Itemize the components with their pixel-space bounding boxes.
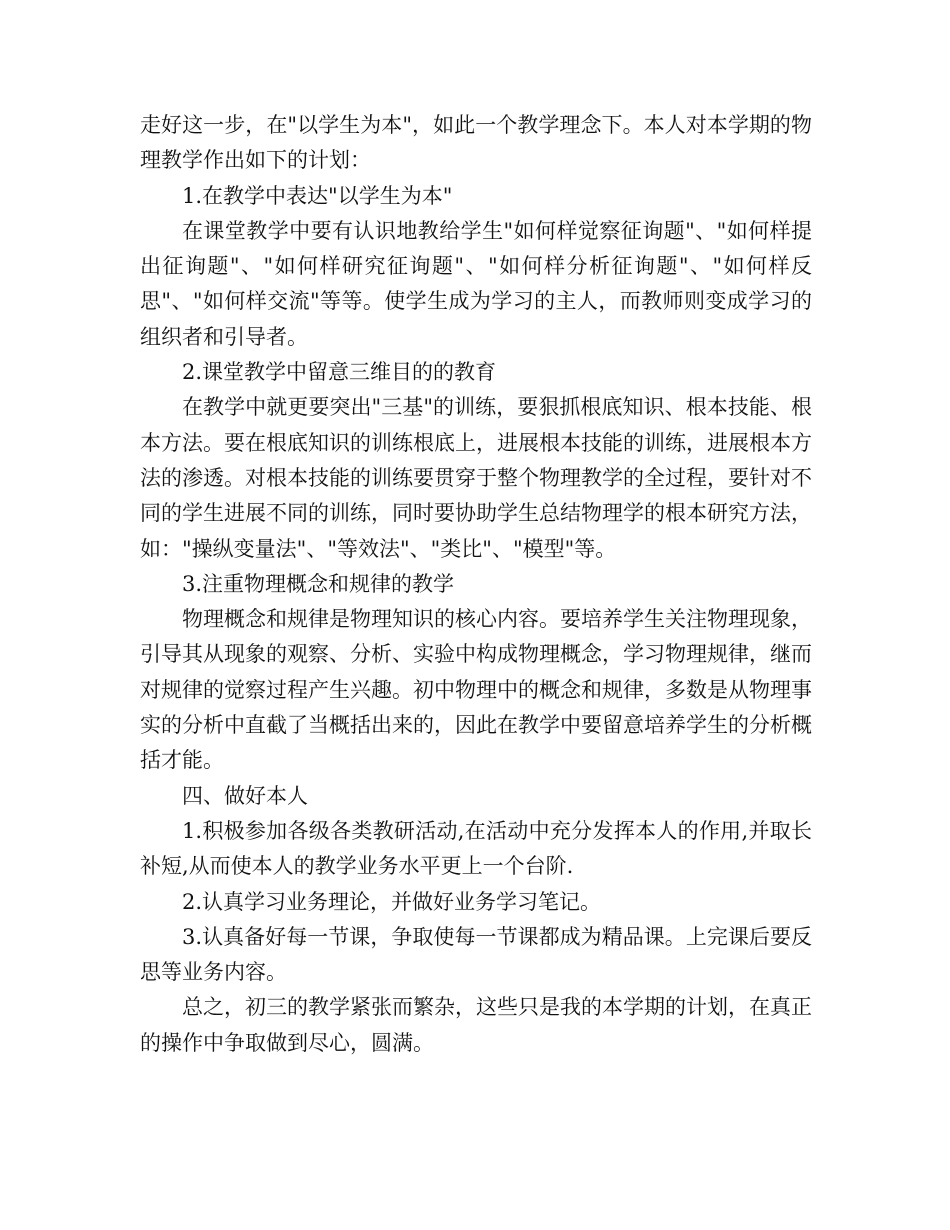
section-heading: 3.注重物理概念和规律的教学 bbox=[182, 571, 455, 596]
paragraph: 走好这一步，在"以学生为本"，如此一个教学理念下。本人对本学期的物理教学作出如下的计划： bbox=[140, 113, 812, 173]
list-item: 3.认真备好每一节课，争取使每一节课都成为精品课。上完课后要反思等业务内容。 bbox=[140, 924, 812, 985]
section-heading: 2.课堂教学中留意三维目的的教育 bbox=[182, 360, 497, 385]
section-heading: 1.在教学中表达"以学生为本" bbox=[182, 183, 453, 208]
section-heading: 四、做好本人 bbox=[182, 783, 308, 808]
document-body bbox=[140, 108, 812, 1061]
paragraph: 在课堂教学中要有认识地教给学生"如何样觉察征询题"、"如何样提出征询题"、"如何样研究征询题"、"如何样分析征询题"、"如何样反思"、"如何样交流"等等。使学生成为学习的主人，而教师则变成学习的组织者和引导者。 bbox=[140, 218, 812, 349]
list-item: 2.认真学习业务理论，并做好业务学习笔记。 bbox=[182, 889, 602, 914]
list-item: 1.积极参加各级各类教研活动,在活动中充分发挥本人的作用,并取长补短,从而使本人的教学业务水平更上一个台阶. bbox=[140, 818, 812, 879]
paragraph: 在教学中就更要突出"三基"的训练，要狠抓根底知识、根本技能、根本方法。要在根底知识的训练根底上，进展根本技能的训练，进展根本方法的渗透。对根本技能的训练要贯穿于整个物理教学的全过程，要针对不同的学生进展不同的训练，同时要协助学生总结物理学的根本研究方法，如："操纵变量法"、"等效法"、"类比"、"模型"等。 bbox=[140, 395, 812, 561]
paragraph: 总之，初三的教学紧张而繁杂，这些只是我的本学期的计划，在真正的操作中争取做到尽心，圆满。 bbox=[140, 995, 812, 1055]
paragraph: 物理概念和规律是物理知识的核心内容。要培养学生关注物理现象，引导其从现象的观察、分析、实验中构成物理概念，学习物理规律，继而对规律的觉察过程产生兴趣。初中物理中的概念和规律，多数是从物理事实的分析中直截了当概括出来的，因此在教学中要留意培养学生的分析概括才能。 bbox=[140, 607, 812, 773]
